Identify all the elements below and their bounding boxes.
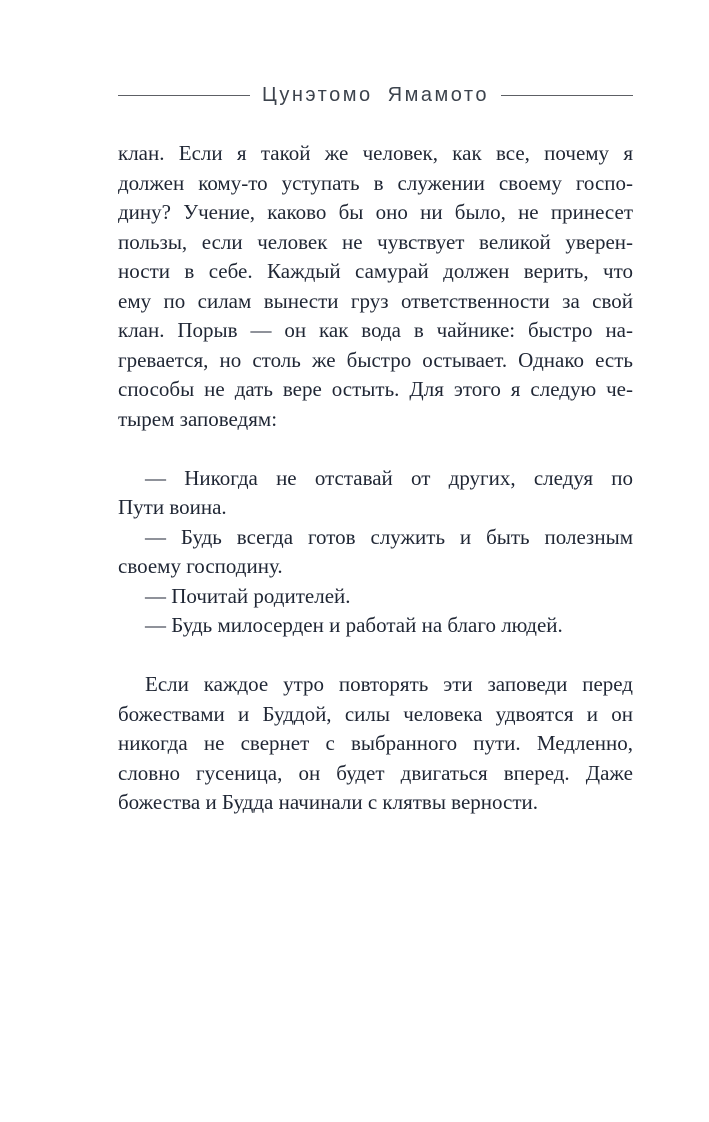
precept-3	[118, 582, 633, 612]
precept-1	[118, 464, 633, 523]
running-title: Цунэтомо Ямамото	[262, 83, 489, 106]
text-line: клан. Порыв — он как вода в чайнике: быстро на-	[118, 318, 633, 342]
paragraph-continuation	[118, 139, 633, 434]
text-line: — Почитай родителей.	[145, 583, 351, 608]
page-text	[118, 139, 633, 818]
text-line: должен кому-то уступать в служении своему госпо-	[118, 170, 633, 195]
text-line: словно гусеница, он будет двигаться вперед. Даже	[118, 760, 633, 785]
text-line: никогда не свернет с выбранного пути. Медленно,	[118, 731, 633, 755]
header-rule-right	[501, 95, 633, 96]
paragraph-final	[118, 670, 633, 818]
header-rule-left	[118, 95, 250, 96]
text-line: Пути воина.	[118, 495, 227, 519]
page-header	[118, 80, 633, 110]
text-line: божества и Будда начинали с клятвы верности.	[118, 790, 539, 814]
precept-2	[118, 523, 633, 582]
text-line: клан. Если я такой же человек, как все, почему я	[118, 141, 633, 165]
text-line: ности в себе. Каждый самурай должен верить, что	[118, 259, 633, 283]
text-line: гревается, но столь же быстро остывает. Однако есть	[118, 347, 633, 372]
text-line: своему господину.	[118, 554, 283, 578]
precept-4	[118, 611, 633, 641]
text-line: Если каждое утро повторять эти заповеди перед	[145, 672, 633, 696]
text-line: ему по силам вынести груз ответственности за свой	[118, 288, 633, 313]
text-line: — Никогда не отставай от других, следуя по	[145, 465, 633, 490]
text-line: тырем заповедям:	[118, 406, 278, 431]
text-line: божествами и Буддой, силы человека удвоятся и он	[118, 701, 633, 726]
text-line: — Будь всегда готов служить и быть полезным	[145, 524, 633, 549]
text-line: дину? Учение, каково бы оно ни было, не принесет	[118, 200, 633, 224]
text-line: способы не дать вере остыть. Для этого я следую че-	[118, 377, 633, 401]
text-line: пользы, если человек не чувствует великой уверен-	[118, 229, 633, 254]
text-line: — Будь милосерден и работай на благо людей.	[145, 613, 563, 637]
